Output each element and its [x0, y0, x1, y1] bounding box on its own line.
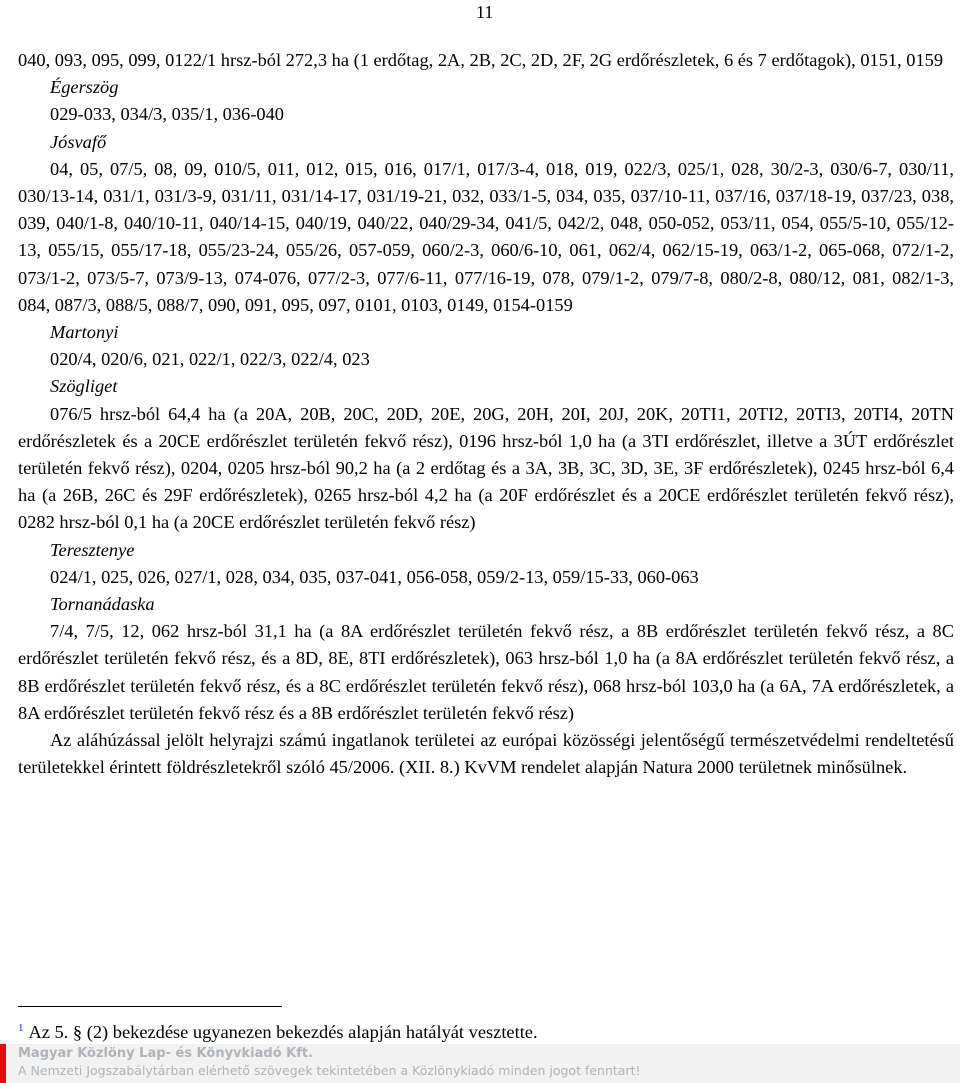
rights-notice: A Nemzeti Jogszabálytárban elérhető szövegek tekintetében a Közlönykiadó minden jogot fenntart!	[18, 1063, 641, 1078]
footnote-text: Az 5. § (2) bekezdése ugyanezen bekezdés alapján hatályát vesztette.	[28, 1022, 538, 1042]
locality-heading: Jósvafő	[50, 131, 107, 152]
paragraph: 040, 093, 095, 099, 0122/1 hrsz-ból 272,3 ha (1 erdőtag, 2A, 2B, 2C, 2D, 2F, 2G erdőrészletek, 6 és 7 erdőtagok), 0151, 0159	[18, 50, 944, 70]
footnote-marker[interactable]: 1	[18, 1022, 24, 1034]
parcel-list: 029-033, 034/3, 035/1, 036-040	[50, 104, 284, 125]
footnote	[18, 1016, 954, 1044]
closing-paragraph: Az aláhúzással jelölt helyrajzi számú ingatlanok területei az európai közösségi jelentőségű természetvédelmi rendeltetésű területekkel érintett földrészletekről szóló 45/2006. (XII. 8.) KvVM rendelet alapján Natura 2000 területnek minősülnek.	[18, 730, 954, 778]
parcel-list: 076/5 hrsz-ból 64,4 ha (a 20A, 20B, 20C, 20D, 20E, 20G, 20H, 20I, 20J, 20K, 20TI1, 20TI2, 20TI3, 20TI4, 20TN erdőrészletek és a 20CE erdőrészlet területén fekvő rész), 0196 hrsz-ból 1,0 ha (a 3TI erdőrészlet, illetve a 3ÚT erdőrészlet területén fekvő rész), 0204, 0205 hrsz-ból 90,2 ha (a 2 erdőtag és a 3A, 3B, 3C, 3D, 3E, 3F erdőrészletek), 0245 hrsz-ból 6,4 ha (a 26B, 26C és 29F erdőrészletek), 0265 hrsz-ból 4,2 ha (a 20F erdőrészlet és a 20CE erdőrészlet területén fekvő rész), 0282 hrsz-ból 0,1 ha (a 20CE erdőrészlet területén fekvő rész)	[18, 403, 954, 533]
parcel-list: 020/4, 020/6, 021, 022/1, 022/3, 022/4, 023	[50, 349, 370, 370]
locality-heading: Szögliget	[50, 376, 118, 397]
footnote-divider	[18, 1006, 282, 1007]
document-body	[18, 47, 954, 781]
locality-heading: Tornanádaska	[50, 594, 155, 615]
page-number: 11	[476, 2, 494, 22]
locality-heading: Égerszög	[50, 77, 119, 98]
publisher-name: Magyar Közlöny Lap- és Könyvkiadó Kft.	[18, 1046, 314, 1061]
parcel-list: 7/4, 7/5, 12, 062 hrsz-ból 31,1 ha (a 8A erdőrészlet területén fekvő rész, a 8B erdőrészlet területén fekvő rész, a 8C erdőrészlet területén fekvő rész, és a 8D, 8E, 8TI erdőrészletek), 063 hrsz-ból 1,0 ha (a 8A erdőrészlet területén fekvő rész, a 8B erdőrészlet területén fekvő rész, és a 8C erdőrészlet területén fekvő rész), 068 hrsz-ból 103,0 ha (a 6A, 7A erdőrészletek, a 8A erdőrészlet területén fekvő rész és a 8B erdőrészlet területén fekvő rész)	[18, 621, 954, 723]
parcel-list: 024/1, 025, 026, 027/1, 028, 034, 035, 037-041, 056-058, 059/2-13, 059/15-33, 060-063	[50, 566, 699, 587]
parcel-list: 04, 05, 07/5, 08, 09, 010/5, 011, 012, 015, 016, 017/1, 017/3-4, 018, 019, 022/3, 025/1, 028, 30/2-3, 030/6-7, 030/11, 030/13-14, 031/1, 031/3-9, 031/11, 031/14-17, 031/19-21, 032, 033/1-5, 034, 035, 037/10-11, 037/16, 037/18-19, 037/23, 038, 039, 040/1-8, 040/10-11, 040/14-15, 040/19, 040/22, 040/29-34, 041/5, 042/2, 048, 050-052, 053/11, 054, 055/5-10, 055/12-13, 055/15, 055/17-18, 055/23-24, 055/26, 057-059, 060/2-3, 060/6-10, 061, 062/4, 062/15-19, 063/1-2, 065-068, 072/1-2, 073/1-2, 073/5-7, 073/9-13, 074-076, 077/2-3, 077/6-11, 077/16-19, 078, 079/1-2, 079/7-8, 080/2-8, 080/12, 081, 082/1-3, 084, 087/3, 088/5, 088/7, 090, 091, 095, 097, 0101, 0103, 0149, 0154-0159	[18, 158, 954, 315]
locality-heading: Martonyi	[50, 322, 119, 343]
locality-heading: Teresztenye	[50, 539, 135, 560]
footer-accent-bar	[0, 1044, 6, 1083]
